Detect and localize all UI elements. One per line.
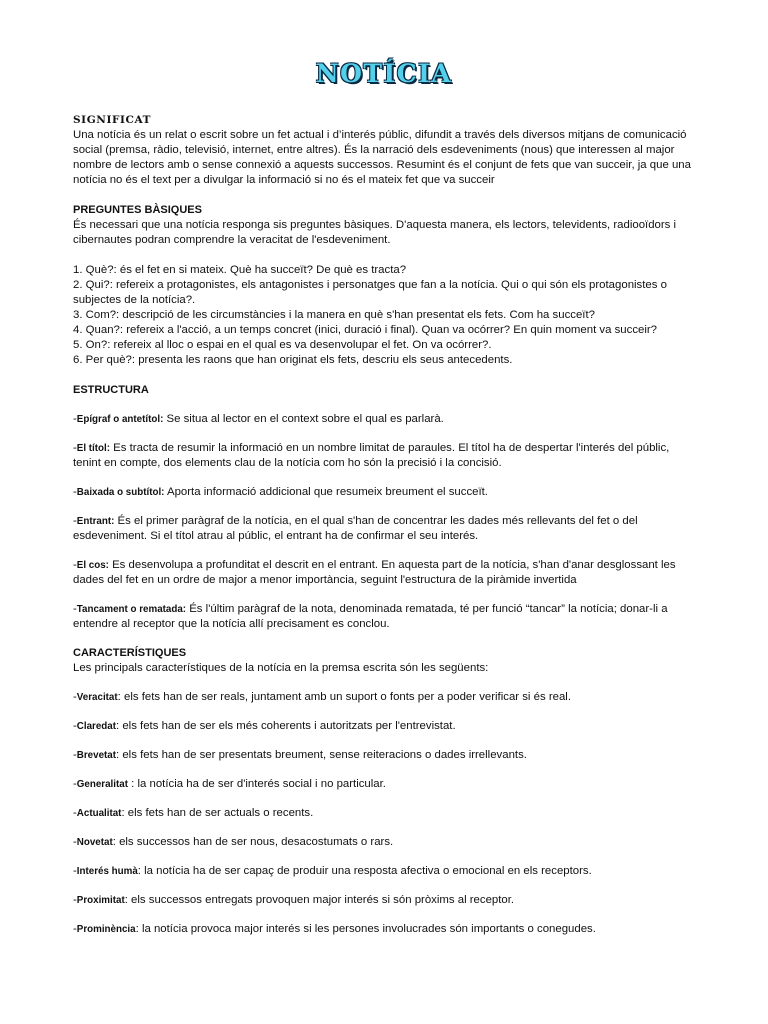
term-description: : els fets han de ser presentats breument, sense reiteracions o dades irrellevants. — [116, 749, 527, 761]
document-body — [73, 113, 698, 937]
dash: - — [73, 865, 77, 877]
dash: - — [73, 778, 77, 790]
dash: - — [73, 603, 77, 615]
caracteristiques-intro: Les principals característiques de la notícia en la premsa escrita són les següents: — [73, 662, 489, 674]
caracteristica-actualitat — [73, 806, 698, 821]
term-label: Actualitat — [76, 808, 122, 819]
pregunta-item: 1. Què?: és el fet en si mateix. Què ha succeït? De què es tracta? — [73, 264, 407, 276]
term-label: El títol: — [76, 443, 110, 454]
dash: - — [73, 749, 77, 761]
caracteristica-prominencia — [73, 922, 698, 937]
term-label: Claredat — [76, 721, 116, 732]
term-description: Es desenvolupa a profunditat el descrit en el entrant. En aquesta part de la notícia, s'han d'anar desglossant les dades del fet en un ordre de major a menor importància, seguint l'estructura de la piràmide invertida — [73, 559, 676, 586]
caracteristica-generalitat — [73, 777, 698, 792]
term-description: És l'últim paràgraf de la nota, denominada rematada, té per funció “tancar” la notícia; donar-li a entendre al receptor que la notícia allí precisament es conclou. — [73, 603, 668, 630]
estructura-tancament — [73, 602, 698, 632]
dash: - — [73, 486, 77, 498]
dash: - — [73, 923, 77, 935]
term-label: Brevetat — [76, 750, 117, 761]
term-description: : els fets han de ser els més coherents i autoritzats per l'entrevistat. — [116, 720, 456, 732]
term-label: Baixada o subtítol: — [76, 487, 165, 498]
term-label: Veracitat — [76, 692, 118, 703]
page-title: NOTÍCIA — [315, 59, 453, 88]
caracteristica-novetat — [73, 835, 698, 850]
term-description: : la notícia provoca major interés si les persones involucrades són importants o conegudes. — [135, 923, 596, 935]
dash: - — [73, 691, 77, 703]
term-label: Novetat — [76, 837, 113, 848]
term-label: Interés humà — [76, 866, 138, 877]
caracteristica-claredat — [73, 719, 698, 734]
term-description: : la notícia ha de ser d'interés social i no particular. — [127, 778, 386, 790]
significat-heading: SIGNIFICAT — [73, 114, 152, 126]
caracteristica-interes-huma — [73, 864, 698, 879]
term-description: És el primer paràgraf de la notícia, en el qual s'han de concentrar les dades més rellevants del fet o del esdeveniment. Si el títol atrau al públic, el entrant ha de confirmar el seu interés. — [73, 515, 638, 542]
term-description: : els successos han de ser nous, desacostumats o rars. — [112, 836, 394, 848]
dash: - — [73, 807, 77, 819]
term-description: Aporta informació addicional que resumeix breument el succeït. — [164, 486, 488, 498]
caracteristica-proximitat — [73, 893, 698, 908]
dash: - — [73, 442, 77, 454]
term-label: Prominència — [76, 924, 136, 935]
term-label: Tancament o rematada: — [76, 604, 187, 615]
term-description: Se situa al lector en el context sobre el qual es parlarà. — [163, 413, 444, 425]
pregunta-item: 5. On?: refereix al lloc o espai en el qual es va desenvolupar el fet. On va ocórrer?. — [73, 339, 492, 351]
dash: - — [73, 894, 77, 906]
term-label: Epígraf o antetítol: — [76, 414, 164, 425]
term-description: : els successos entregats provoquen major interés si són pròxims al receptor. — [124, 894, 515, 906]
dash: - — [73, 720, 77, 732]
estructura-baixada — [73, 485, 698, 500]
pregunta-item: 2. Qui?: refereix a protagonistes, els antagonistes i personatges que fan a la notícia. Qui o qui són els protagonistes o subjectes de la notícia?. — [73, 279, 667, 306]
estructura-heading: ESTRUCTURA — [73, 384, 149, 396]
preguntes-list — [73, 263, 698, 368]
estructura-cos — [73, 558, 698, 588]
dash: - — [73, 413, 77, 425]
dash: - — [73, 559, 77, 571]
preguntes-intro: És necessari que una notícia responga sis preguntes bàsiques. D'aquesta manera, els lectors, televidents, radiooïdors i cibernautes podran comprendre la veracitat de l'esdeveniment. — [73, 219, 677, 246]
caracteristica-veracitat — [73, 690, 698, 705]
estructura-titol — [73, 441, 698, 471]
term-description: : la notícia ha de ser capaç de produir una resposta afectiva o emocional en els receptors. — [137, 865, 592, 877]
pregunta-item: 6. Per què?: presenta les raons que han originat els fets, descriu els seus antecedents. — [73, 354, 513, 366]
dash: - — [73, 836, 77, 848]
term-label: Entrant: — [76, 516, 115, 527]
term-label: Proximitat — [76, 895, 125, 906]
caracteristiques-heading: CARACTERÍSTIQUES — [73, 647, 187, 659]
estructura-entrant — [73, 514, 698, 544]
term-description: Es tracta de resumir la informació en un nombre limitat de paraules. El títol ha de despertar l'interés del públic, tenint en compte, dos elements clau de la notícia com ho són la precisió i la concisió. — [73, 442, 670, 469]
term-description: : els fets han de ser reals, juntament amb un suport o fonts per a poder verificar si és real. — [117, 691, 571, 703]
dash: - — [73, 515, 77, 527]
estructura-epigraf — [73, 412, 698, 427]
term-label: El cos: — [76, 560, 109, 571]
pregunta-item: 4. Quan?: refereix a l'acció, a un temps concret (inici, duració i final). Quan va ocórrer? En quin moment va succeir? — [73, 324, 658, 336]
term-label: Generalitat — [76, 779, 128, 790]
pregunta-item: 3. Com?: descripció de les circumstàncies i la manera en què s'han presentat els fets. Com ha succeït? — [73, 309, 595, 321]
caracteristica-brevetat — [73, 748, 698, 763]
significat-text: Una notícia és un relat o escrit sobre un fet actual i d’interés públic, difundit a través dels diversos mitjans de comunicació social (premsa, ràdio, televisió, internet, entre altres). És la narració dels esdeveniments (nous) que interessen al major nombre de lectors amb o sense connexió a aquests successos. Resumint és el conjunt de fets que van succeir, ja que una notícia no és el text per a divulgar la informació si no és el mateix fet que va succeir — [73, 129, 691, 186]
preguntes-heading: PREGUNTES BÀSIQUES — [73, 204, 202, 216]
term-description: : els fets han de ser actuals o recents. — [121, 807, 314, 819]
